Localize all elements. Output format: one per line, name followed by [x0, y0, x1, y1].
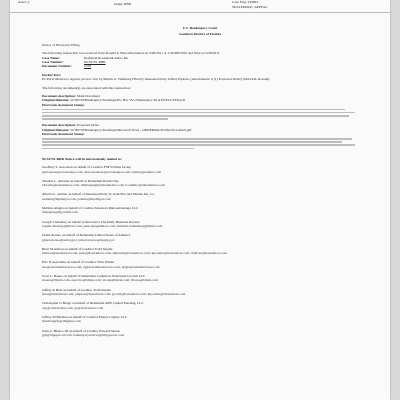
notice-body: [42, 26, 358, 342]
service-entry: [42, 329, 358, 338]
service-party: Jeffrey M Berman on behalf of Creditor Emess Capital, LLC: [42, 314, 128, 319]
service-entry: [42, 206, 358, 215]
service-email: jbast@bastamron.com, jdupree@bastamron.com; jjcordi@bastamron.com; kjoondez@bastamron.com: [42, 292, 186, 297]
service-entry: [42, 233, 358, 242]
service-entry: [42, 247, 358, 256]
service-party: Alberta L. Adams on behalf of Interested Party St. Paul Fire and Marine Ins. Co.: [42, 192, 155, 197]
court-name: U.S. Bankruptcy Court: [182, 26, 218, 30]
stamp-line: [42, 148, 194, 150]
service-entry: [42, 288, 358, 297]
stamp-line: [42, 115, 349, 117]
service-entry: [42, 165, 358, 174]
asset-label: Asset: y: [18, 0, 30, 4]
service-entry: [42, 301, 358, 310]
previous-page-fragment: [10, 0, 390, 13]
doc1-description-value: Main Document: [77, 94, 100, 99]
service-party: Thomas L. Abrams on behalf of Defendant Robin Vise: [42, 178, 119, 183]
service-entry: [42, 192, 358, 201]
service-party: Christopher G Berga on behalf of Defendant ABS Capital Funding, LLC: [42, 301, 144, 306]
service-list: [42, 165, 358, 337]
service-party: Eric N Assouline on behalf of Creditor Nick Wilder: [42, 260, 115, 265]
transaction-line: The following transaction was received from Ronald G Neiwirth entered on 3/28/2011 at 1:36 PM EDT and filed on 3/28/2011: [42, 51, 220, 56]
case-name-value: Rothstein Rosenfeldt Adler, PA: [84, 55, 128, 60]
service-email: tabrams@tabramslaw.com, lmillspaugh@tabramslaw.com; fcolumbo@tabramslaw.com: [42, 183, 165, 188]
service-email: cgb@cbdorlelaw.com, gb@cbdorlelaw.com: [42, 305, 104, 310]
document-page: [10, 0, 390, 400]
stamp-line: [42, 141, 342, 143]
case-number-link[interactable]: 09-34791-RBR: [84, 60, 106, 65]
doc2-filename-label: Original filename:: [42, 127, 70, 132]
document-number-label: Document Number:: [42, 64, 72, 69]
service-party: John G. Bianco III on behalf of Creditor Edward Morse: [42, 328, 120, 333]
docket-text-label: Docket Text:: [42, 72, 61, 77]
stamp-line: [42, 144, 355, 146]
service-email: jberman@logerhughes.com: [42, 319, 81, 324]
service-entry: [42, 260, 358, 269]
service-email: mma@segallgordich.com: [42, 210, 78, 215]
doc2-description-value: Proposed Order: [77, 123, 100, 128]
service-party: Scott L. Baena on behalf of Defendant Centurion Structured Growth LLC: [42, 274, 146, 279]
service-email: jgb@tripppscott.com, bankruptcynotices@tripppscott.com: [42, 332, 125, 337]
service-party: Jeffrey P. Bast on behalf of Creditor Todd Snyder: [42, 287, 112, 292]
doc1-stamp-label: Electronic document Stamp:: [42, 102, 85, 107]
docket-text-body: Motion to Appear pro hac vice by Martin G. Weinberg Filed by Interested Party Jeffrey Epstein. (Attachments: # (1) Proposed Order) (Neiwirth, Ronald): [55, 77, 270, 82]
service-entry: [42, 220, 358, 229]
case-number-label: Case Number:: [42, 60, 64, 65]
service-email: aadams@mpdlegal.com, jadams@mpdlegal.com: [42, 196, 111, 201]
service-party: Joseph J Altomey on behalf of Intervenor The Daily Business Review: [42, 219, 140, 224]
service-entry: [42, 274, 358, 283]
docket-text-italic: Ex Parte: [42, 77, 55, 82]
service-list-heading: 09-34791-RBR Notice will be electronically mailed to:: [42, 156, 122, 161]
doc1-filename-value: W:\80743\Bankruptcy Pleadings\Pro Hac Vice Bankruptcy PLA EXECUTED.pdf: [70, 98, 185, 103]
doc2-description-label: Document description:: [42, 123, 77, 128]
judge-label: Judge: RBR: [114, 2, 132, 6]
doc2-filename-value: W:\80743\Bankruptcy Pleadings\Microsoft Word - ORDER094-ProHacVice-RGN.pdf: [70, 127, 192, 132]
stamp-line: [42, 109, 345, 111]
stamp-line: [42, 112, 355, 114]
document-number-link[interactable]: 1578: [84, 64, 91, 69]
docs-intro: The following document(s) are associated with this transaction:: [42, 85, 131, 90]
service-entry: [42, 315, 358, 324]
service-email: grisel.alonso@usdoj.gov, julie.barruoso@usdoj.gov: [42, 237, 115, 242]
district-name: Southern District of Florida: [179, 32, 221, 37]
service-party: Geoffrey S. Aaronson on behalf of Creditor FSP Victims Group: [42, 165, 131, 170]
stamp-line: [42, 118, 168, 120]
service-party: Brett M Amron on behalf of Creditor Todd Snyder: [42, 246, 113, 251]
service-email: bamron@bastamron.com, jeder@bastamron.com, jmiranda@bastamron.com; kjoondez@bastamron.com; rbalfour@bastamron.com: [42, 251, 227, 256]
service-email: ena@assoulineberlowe.com, ej@assoulineberlowe.com, ah@assoulineberlowe.com: [42, 264, 160, 269]
service-party: Melissa Alagna on behalf of Creditor Investors Risk Advantage LLC: [42, 206, 139, 211]
case-name-label: Case Name:: [42, 55, 60, 60]
case-flag-label: Case Flag: TPORL: [232, 0, 259, 4]
case-flag-label-2: SEALEDDOC, APPEAL: [232, 5, 268, 9]
service-entry: [42, 179, 358, 188]
service-email: joseph.altomey@hklaw.com, jane.aana@hklaw.com; michael.rothenberg@hklaw.com: [42, 224, 163, 229]
service-party: Orlati Alonso on behalf of Defendant United States of America: [42, 233, 131, 238]
notice-title: Notice of Electronic Filing: [42, 42, 80, 47]
service-email: gaaronson@aaronsonpa.com, sdaronsonlaw@aaronsonpa.com; ebailey@aaplaw.com: [42, 169, 162, 174]
doc1-filename-label: Original filename:: [42, 98, 70, 103]
doc1-description-label: Document description:: [42, 94, 77, 99]
stamp-line: [42, 138, 352, 140]
doc2-stamp-label: Electronic document Stamp:: [42, 132, 85, 137]
service-email: sbaena@bilzin.com, eservice@bilzin.com; aboda@bilzin.com; lflores@bilzin.com: [42, 278, 159, 283]
